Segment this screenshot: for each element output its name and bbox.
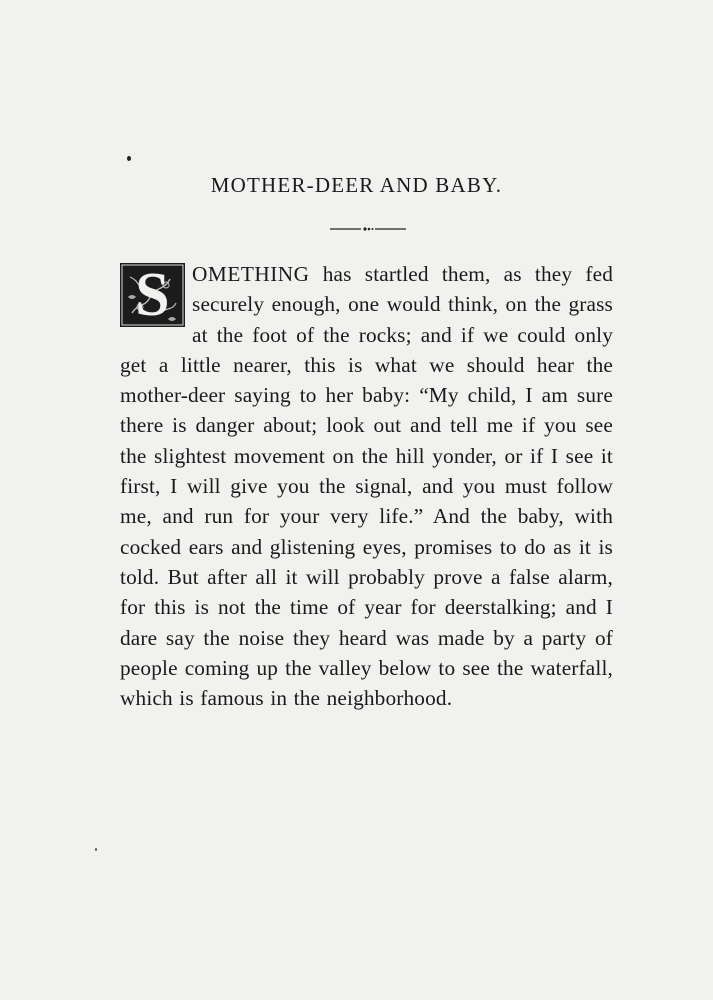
chapter-body — [120, 259, 613, 713]
ink-speck — [95, 848, 97, 851]
ink-speck — [127, 156, 131, 161]
paragraph-text: has startled them, as they fed securely enough, one would think, on the grass at the foot of the rocks; and if we could only get a little nearer, this is what we should hear the mother-deer saying to her baby: “My child, I am sure there is danger about; look out and tell me if you see the slightest movement on the hill yonder, or if I see it first, I will give you the signal, and you must follow me, and run for your very life.” And the baby, with cocked ears and glistening eyes, promises to do as it is told. But after all it will probably prove a false alarm, for this is not the time of year for deerstalking; and I dare say the noise they heard was made by a party of people coming up the valley below to see the waterfall, which is famous in the neighborhood. — [120, 262, 613, 711]
ornamental-dropcap-icon — [120, 263, 185, 327]
first-word: OMETHING — [192, 262, 310, 286]
title-rule-ornament-icon — [328, 222, 408, 234]
dropcap-letter: S — [135, 261, 170, 329]
page-title: MOTHER-DEER AND BABY. — [210, 173, 503, 197]
